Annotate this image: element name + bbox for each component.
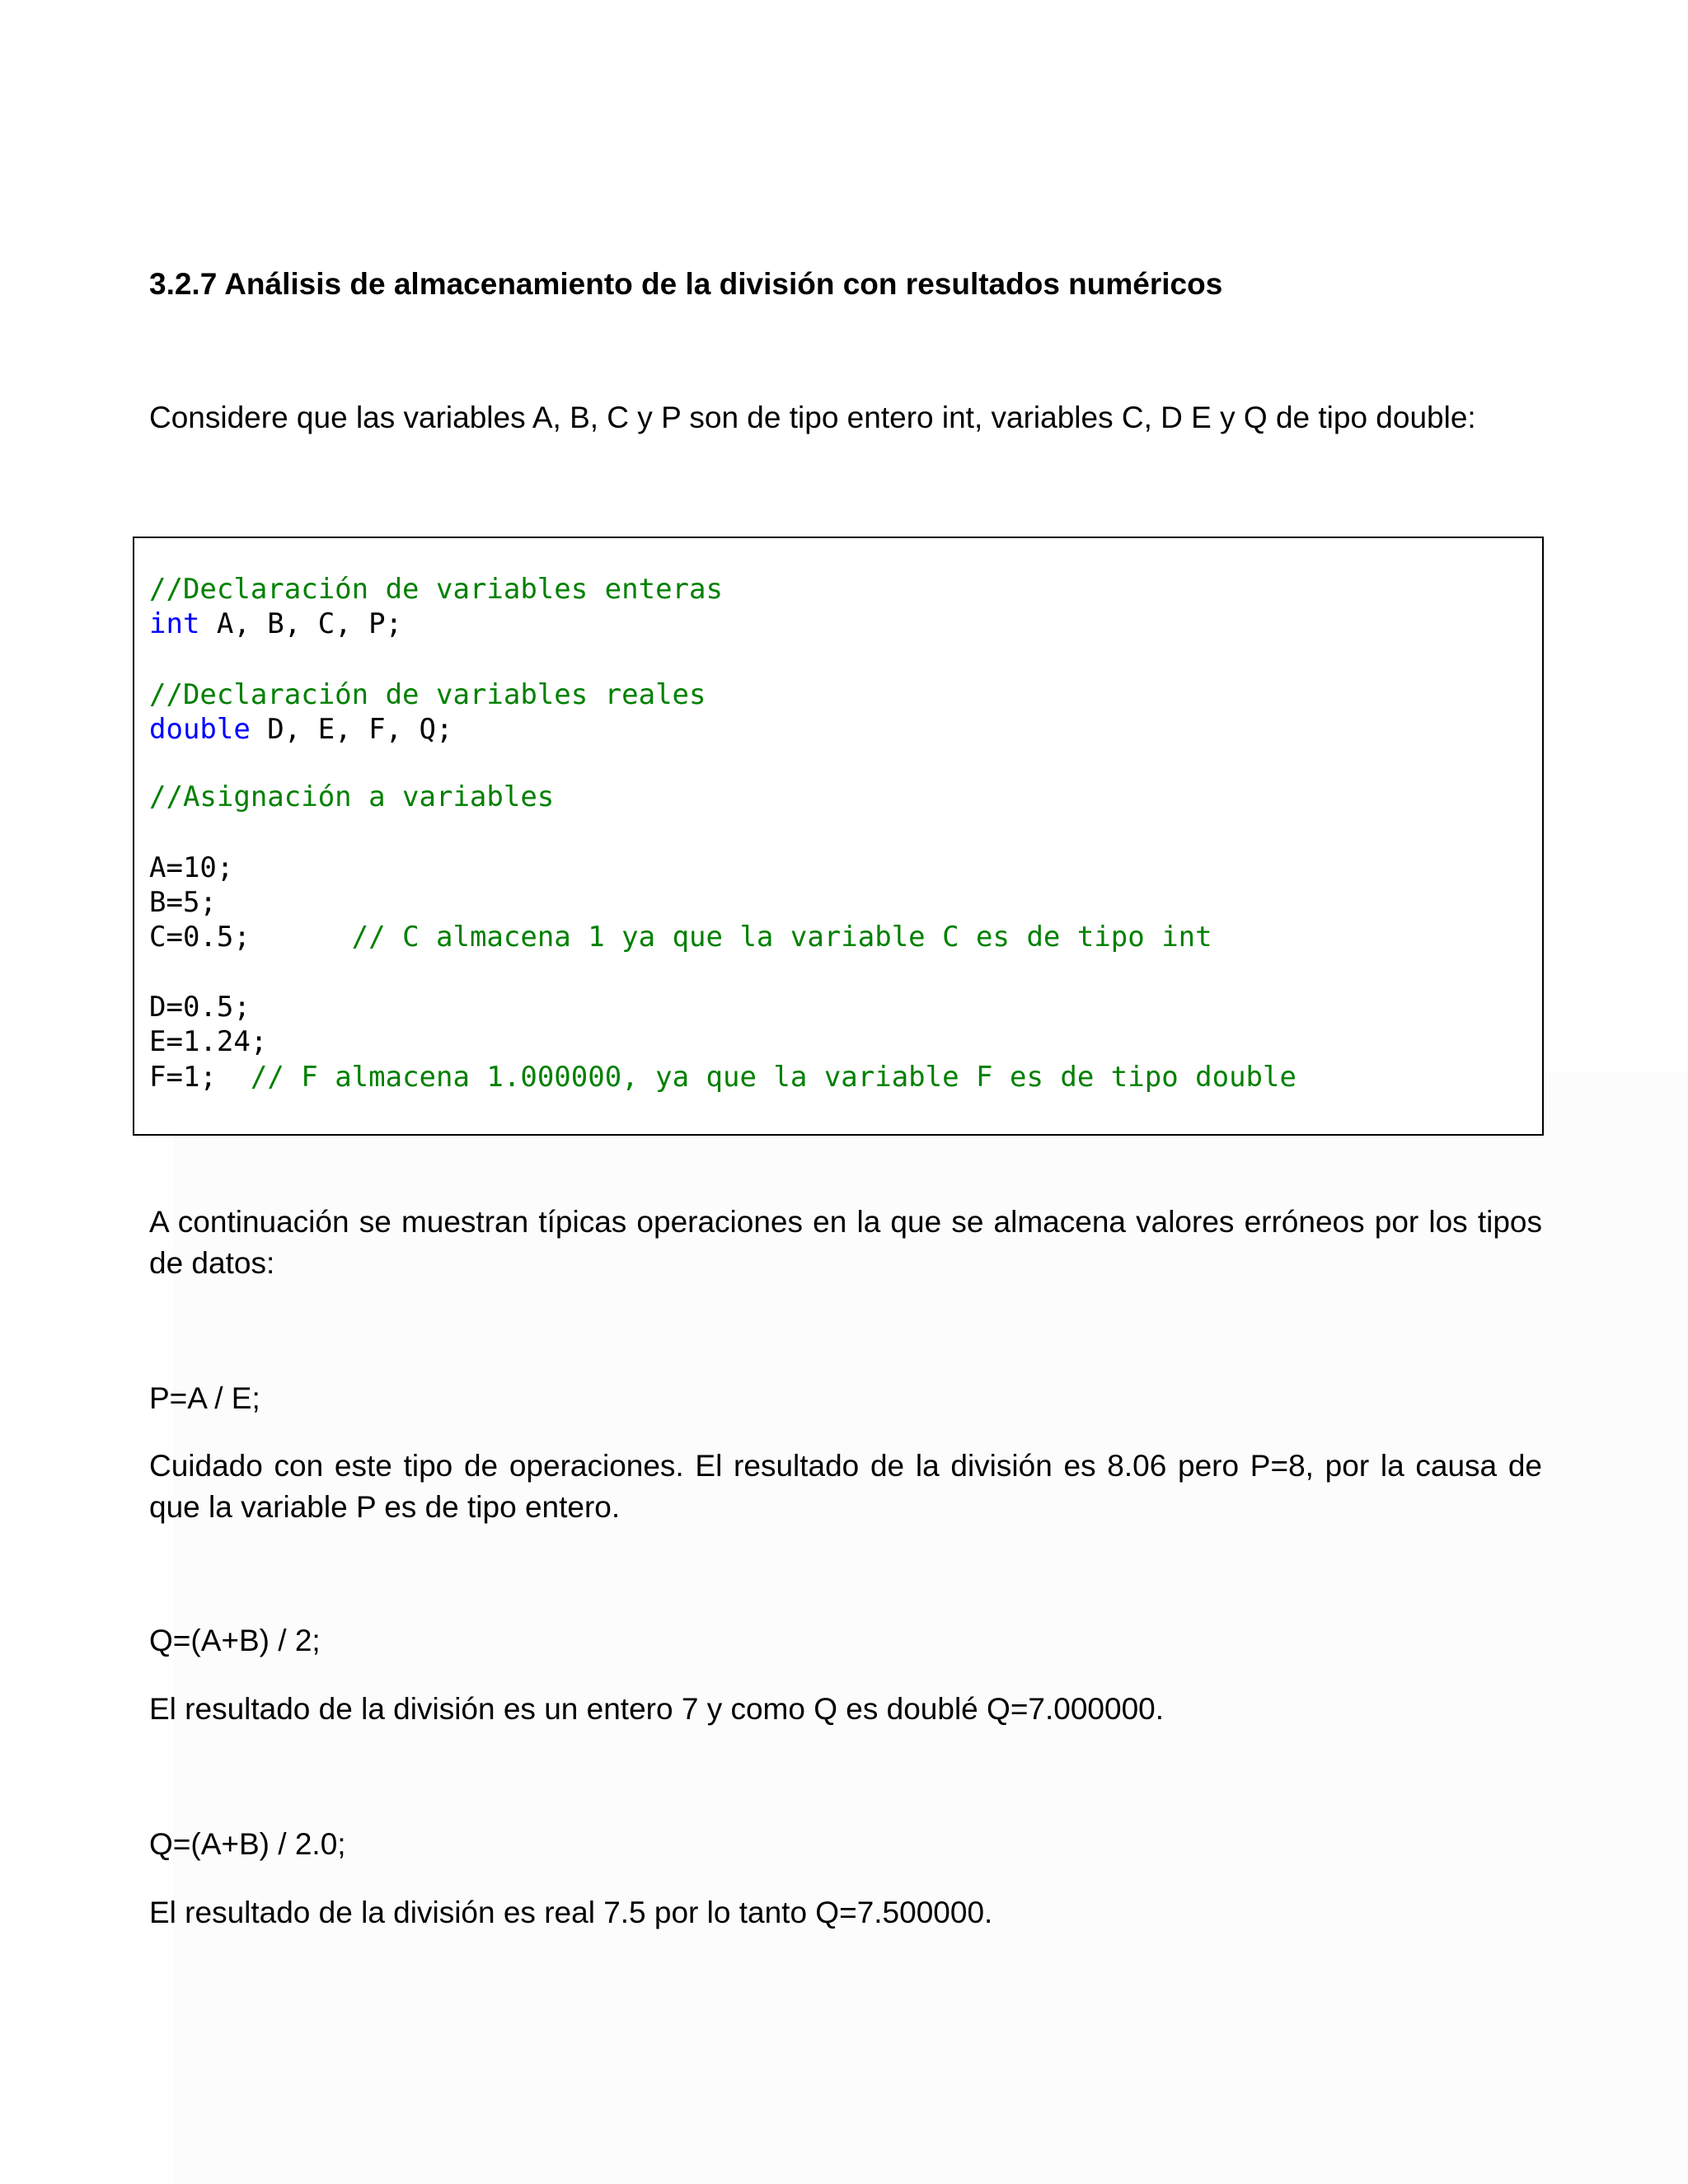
code-block bbox=[133, 537, 1544, 1136]
code-line-assign-b: B=5; bbox=[149, 886, 217, 919]
code-double-variables: D, E, F, Q; bbox=[250, 713, 453, 746]
code-line-assign-e: E=1.24; bbox=[149, 1025, 268, 1058]
continuation-paragraph: A continuación se muestran típicas operaciones en la que se almacena valores erróneos por los tipos de datos: bbox=[149, 1205, 1542, 1280]
code-line-assign-c bbox=[149, 920, 1212, 954]
explanation-q-real-division: El resultado de la división es real 7.5 por lo tanto Q=7.500000. bbox=[149, 1896, 993, 1929]
code-line-assign-a: A=10; bbox=[149, 851, 234, 884]
expression-p-division: P=A / E; bbox=[149, 1381, 260, 1415]
expression-q-real-division: Q=(A+B) / 2.0; bbox=[149, 1827, 346, 1861]
code-comment-real-declaration: //Declaración de variables reales bbox=[149, 678, 706, 711]
code-comment-f: // F almacena 1.000000, ya que la variable F es de tipo double bbox=[250, 1061, 1296, 1094]
code-line-assign-f bbox=[149, 1060, 1296, 1094]
expression-q-integer-division: Q=(A+B) / 2; bbox=[149, 1624, 321, 1657]
code-keyword-double: double bbox=[149, 713, 251, 746]
code-gap-c bbox=[251, 921, 352, 954]
code-line-assign-d: D=0.5; bbox=[149, 991, 251, 1024]
intro-paragraph: Considere que las variables A, B, C y P son de tipo entero int, variables C, D E y Q de tipo double: bbox=[149, 401, 1476, 434]
code-comment-assignment: //Asignación a variables bbox=[149, 780, 555, 813]
explanation-p-division: Cuidado con este tipo de operaciones. El resultado de la división es 8.06 pero P=8, por la causa de que la variable P es de tipo entero. bbox=[149, 1449, 1542, 1524]
code-assign-f: F=1; bbox=[149, 1061, 217, 1094]
code-comment-int-declaration: //Declaración de variables enteras bbox=[149, 573, 723, 606]
section-heading: 3.2.7 Análisis de almacenamiento de la división con resultados numéricos bbox=[149, 267, 1223, 301]
code-comment-c: // C almacena 1 ya que la variable C es de tipo int bbox=[351, 921, 1212, 954]
explanation-q-integer-division: El resultado de la división es un entero 7 y como Q es doublé Q=7.000000. bbox=[149, 1692, 1165, 1726]
code-assign-c: C=0.5; bbox=[149, 921, 251, 954]
code-gap-f bbox=[217, 1061, 251, 1094]
code-line-int-declaration bbox=[149, 607, 402, 641]
code-line-double-declaration bbox=[149, 712, 452, 747]
code-keyword-int: int bbox=[149, 607, 200, 640]
code-int-variables: A, B, C, P; bbox=[199, 607, 403, 640]
